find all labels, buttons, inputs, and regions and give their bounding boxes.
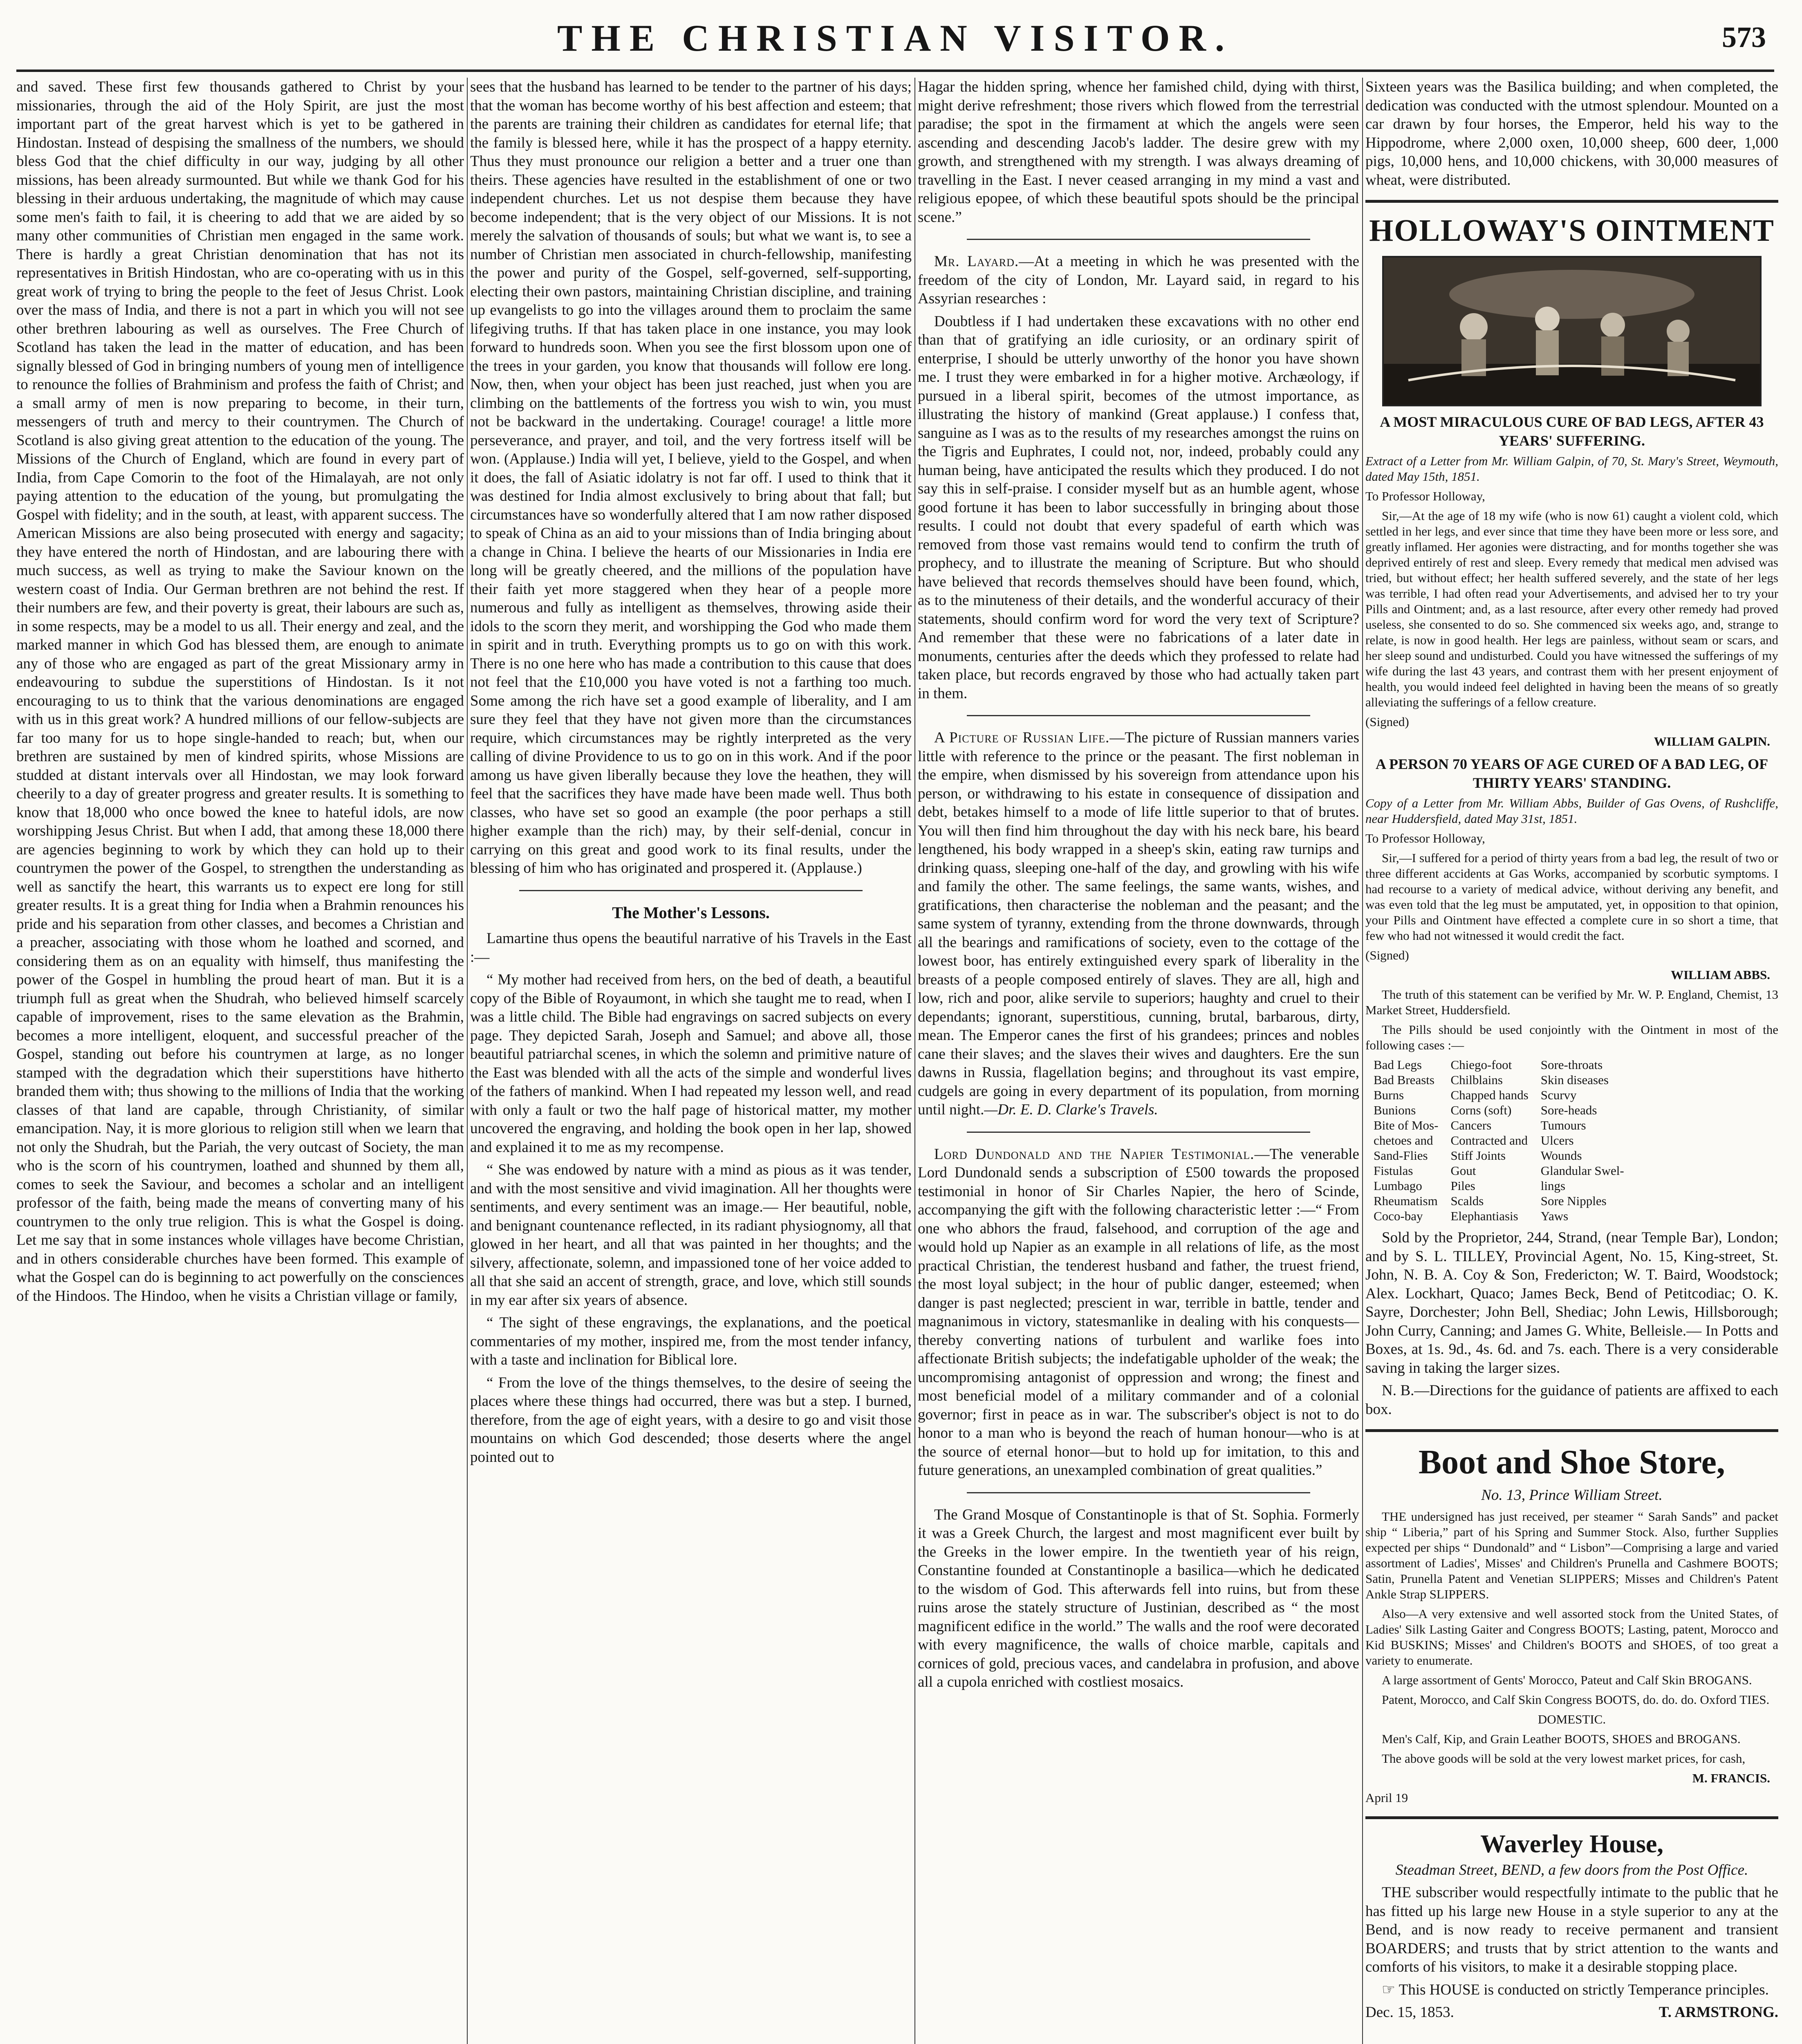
ailment-item: Sore-throats xyxy=(1540,1058,1603,1072)
ailment-item: Corns (soft) xyxy=(1450,1103,1512,1117)
boot-shoe-address: No. 13, Prince William Street. xyxy=(1481,1487,1663,1504)
holloway-headline-2: A PERSON 70 YEARS OF AGE CURED OF A BAD LEG, OF THIRTY YEARS' STANDING. xyxy=(1375,756,1768,791)
russian-life-credit: —Dr. E. D. Clarke's Travels. xyxy=(984,1101,1158,1118)
ailment-item: Tumours xyxy=(1540,1118,1586,1132)
waverley-paragraph-1: THE subscriber would respectfully intimate to the public that he has fitted up his large new House in a style superior to any at the Bend, and is now ready to receive permanent and transient BOARDERS; and trusts that by strict attention to the wants and comforts of his visitors, to make it a desirable stopping place. xyxy=(1365,1884,1778,1975)
holloway-signature-2: WILLIAM ABBS. xyxy=(1671,968,1770,982)
ailment-item: chetoes and xyxy=(1374,1133,1433,1148)
ailment-item: Chilblains xyxy=(1450,1073,1503,1087)
boot-shoe-advertisement xyxy=(1365,1443,1778,1806)
waverley-signature: T. ARMSTRONG. xyxy=(1659,2004,1778,2021)
holloway-advertisement xyxy=(1365,213,1778,1419)
mothers-lessons-paragraph-3: “ The sight of these engravings, the explanations, and the poetical commentaries of my mother, inspired me, from the most tender infancy, with a taste and inclination for Biblical lore. xyxy=(470,1314,912,1368)
waverley-date: Dec. 15, 1853. xyxy=(1365,2004,1454,2021)
holloway-extract-2: Copy of a Letter from Mr. William Abbs, Builder of Gas Ovens, of Rushcliffe, near Huddersfield, dated May 31st, 1851. xyxy=(1365,796,1778,826)
masthead xyxy=(16,8,1774,72)
ailment-item: Sore Nipples xyxy=(1540,1194,1607,1208)
ailment-item: Bunions xyxy=(1374,1103,1416,1117)
boot-shoe-paragraph-3: A large assortment of Gents' Morocco, Pateut and Calf Skin BROGANS. xyxy=(1382,1672,1752,1687)
holloway-signed-1: (Signed) xyxy=(1365,715,1409,729)
ailment-item: Yaws xyxy=(1540,1209,1569,1223)
article-separator xyxy=(519,890,863,891)
ailment-item: Scurvy xyxy=(1540,1088,1577,1102)
ailment-item: Skin diseases xyxy=(1540,1073,1609,1087)
column-rule-2 xyxy=(914,78,915,2044)
holloway-engraving-illustration xyxy=(1382,256,1762,406)
waverley-house-advertisement xyxy=(1365,1830,1778,2022)
boot-shoe-date: April 19 xyxy=(1365,1790,1408,1805)
column-1 xyxy=(16,78,464,2044)
ailment-item: Stiff Joints xyxy=(1450,1148,1506,1163)
mothers-lessons-paragraph-2: “ She was endowed by nature with a mind as pious as it was tender, and with the most sensitive and vivid imagination. All her thoughts were sentiments, and every sentiment was an image.— Her beautiful, noble, and benignant countenance reflected, in its radiant physiognomy, all that glowed in her heart, and all that was painted in her thoughts; and the silvery, affectionate, solemn, and impassioned tone of her voice added to all that she said an accent of strength, grace, and love, which still sounds in my ear after six years of absence. xyxy=(470,1161,912,1309)
column-3 xyxy=(918,78,1359,2044)
ailment-item: Piles xyxy=(1450,1179,1475,1193)
pointing-hand-icon: ☞ xyxy=(1382,1981,1399,1998)
layard-speech: Doubtless if I had undertaken these excavations with no other end than that of gratifying an idle curiosity, or an ordinary spirit of enterprise, I should be utterly unworthy of the honor you have shown me. I trust they were embarked in for a higher motive. Archæology, if pursued in a liberal spirit, becomes of the utmost importance, as illustrating the history of mankind (Great applause.) I confess that, sanguine as I was as to the results of my researches amongst the ruins on the Tigris and Euphrates, I could not, nor, indeed, probably could any human being, have anticipated the results which they produced. I do not say this in self-praise. I consider myself but as an humble agent, whose good fortune it has been to labor successfully in bringing about those results. I could not doubt that every spadeful of earth which was removed from those vast remains would tend to confirm the truth of prophecy, and to illustrate the meaning of Scripture. But who should have believed that records themselves should have been found, which, as to the minuteness of their details, and the wonderful accuracy of their statements, should confirm word for word the very text of Scripture? And remember that these were no fabrications of a later date in monuments, centuries after the deeds which they professed to relate had taken place, but records engraved by those who had actually taken part in them. xyxy=(918,313,1359,702)
ailment-item: Glandular Swel- xyxy=(1540,1163,1624,1178)
holloway-note: N. B.—Directions for the guidance of patients are affixed to each box. xyxy=(1365,1382,1778,1418)
holloway-signature-1: WILLIAM GALPIN. xyxy=(1654,734,1770,749)
russian-life-heading: A Picture of Russian Life. xyxy=(934,729,1110,746)
boot-shoe-title: Boot and Shoe Store, xyxy=(1419,1443,1725,1481)
grand-mosque-article: The Grand Mosque of Constantinople is that of St. Sophia. Formerly it was a Greek Church, the largest and most magnificent ever built by the Greeks in the lower empire. In the twentieth year of his reign, Constantine founded at Constantinople a basilica—which he dedicated to the wisdom of God. This afterwards fell into ruins, but from these ruins arose the stately structure of Justinian, described as “ the most magnificent edifice in the world.” The walls and the roof were decorated with every magnificence, the walls of choice marble, capitals and cornices of gold, precious vaces, and candelabra in profusion, and above all a cupola enriched with costliest mosaics. xyxy=(918,1506,1359,1690)
dundonald-article xyxy=(918,1145,1359,1480)
ailment-item: Rheumatism xyxy=(1374,1194,1438,1208)
mothers-lessons-paragraph-1: “ My mother had received from hers, on the bed of death, a beautiful copy of the Bible of Royaumont, in which she taught me to read, when I was a little child. The Bible had engravings on sacred subjects on every page. They depicted Sarah, Joseph and Samuel; and above all, those beautiful patriarchal scenes, in which the solemn and primitive nature of the East was blended with all the acts of the simple and wonderful lives of the fathers of mankind. When I had repeated my lesson well, and read with only a fault or two the half page of historical matter, my mother uncovered the engraving, and holding the book open in her lap, showed and explained it to me as my recompense. xyxy=(470,971,912,1156)
holloway-extract-1: Extract of a Letter from Mr. William Galpin, of 70, St. Mary's Street, Weymouth, dated May 15th, 1851. xyxy=(1365,454,1778,484)
ailments-column-2 xyxy=(1450,1057,1528,1224)
holloway-headline-1: A MOST MIRACULOUS CURE OF BAD LEGS, AFTER 43 YEARS' SUFFERING. xyxy=(1380,414,1764,449)
waverley-address: Steadman Street, BEND, a few doors from the Post Office. xyxy=(1395,1861,1748,1878)
article-separator xyxy=(967,1132,1310,1133)
page-number: 573 xyxy=(1722,21,1766,54)
mothers-lessons-conclusion: Hagar the hidden spring, whence her famished child, dying with thirst, might derive refreshment; those rivers which flowed from the terrestrial paradise; the spot in the firmament at which the angels were seen ascending and descending Jacob's ladder. The desire grew with my growth, and strengthened with my strength. I was always dreaming of travelling in the East. I never ceased arranging in my mind a vast and religious epopee, of which these beautiful spots should be the principal scene.” xyxy=(918,78,1359,226)
ailment-item: Lumbago xyxy=(1374,1179,1422,1193)
advertisement-rule xyxy=(1365,1429,1778,1432)
ailment-item: Sand-Flies xyxy=(1374,1148,1428,1163)
layard-intro: —At a meeting in which he was presented with the freedom of the city of London, Mr. Layard said, in regard to his Assyrian researches : xyxy=(918,253,1359,307)
ailment-item: Bad Legs xyxy=(1374,1058,1422,1072)
ailment-item: lings xyxy=(1540,1179,1566,1193)
holloway-signed-2: (Signed) xyxy=(1365,948,1409,962)
boot-shoe-paragraph-4: Patent, Morocco, and Calf Skin Congress BOOTS, do. do. do. Oxford TIES. xyxy=(1382,1692,1770,1707)
layard-heading: Mr. Layard. xyxy=(934,253,1019,270)
boot-shoe-paragraph-2: Also—A very extensive and well assorted stock from the United States, of Ladies' Silk Lasting Gaiter and Congress BOOTS; Lasting, patent, Morocco and Kid BUSKINS; Misses' and Children's BOOTS and SHOES, of too great a variety to enumerate. xyxy=(1365,1606,1778,1667)
ailment-item: Scalds xyxy=(1450,1194,1484,1208)
boot-shoe-signature: M. FRANCIS. xyxy=(1692,1771,1770,1785)
holloway-letter-2: Sir,—I suffered for a period of thirty years from a bad leg, the result of two or three different accidents at Gas Works, accompanied by scorbutic symptoms. I had recourse to a variety of medical advice, without deriving any benefit, and was even told that the leg must be amputated, yet, in opposition to that opinion, your Pills and Ointment have effected a complete cure in so short a time, that few who had not witnessed it would credit the fact. xyxy=(1365,851,1778,943)
column-rule-3 xyxy=(1362,78,1363,2044)
advertisement-rule xyxy=(1365,200,1778,203)
newspaper-title: THE CHRISTIAN VISITOR. xyxy=(557,17,1233,59)
ailment-item: Fistulas xyxy=(1374,1163,1413,1178)
column-2 xyxy=(470,78,912,2044)
holloway-sold-by: Sold by the Proprietor, 244, Strand, (near Temple Bar), London; and by S. L. TILLEY, Provincial Agent, No. 15, King-street, St. John, N. B. A. Coy & Son, Fredericton; W. T. Baird, Woodstock; Alex. Lockhart, Quaco; James Beck, Bend of Petitcodiac; O. K. Sayre, Dorchester; John Bell, Shediac; John Lewis, Hillsborough; John Curry, Canning; and James G. White, Belleisle.— In Potts and Boxes, at 1s. 9d., 4s. 6d. and 7s. each. There is a very considerable saving in taking the larger sizes. xyxy=(1365,1229,1778,1376)
ailment-item: Sore-heads xyxy=(1540,1103,1597,1117)
russian-life-text: —The picture of Russian manners varies little with reference to the prince or the peasant. The first nobleman in the empire, when dismissed by his sovereign from attendance upon his person, or withdrawing to his estate in consequence of dissipation and debt, betakes himself to a mode of life little superior to that of brutes. You will then find him throughout the day with his neck bare, his beard lengthened, his body wrapped in a sheep's skin, eating raw turnips and drinking quass, sleeping one-half of the day, and growling with his wife and family the other. The same feelings, the same wants, wishes, and gratifications, then characterise the nobleman and the peasant; and the same system of tyranny, extending from the throne downwards, through all the bearings and ramifications of society, even to the cottage of the lowest boor, has entirely extinguished every spark of liberality in the breasts of a people composed entirely of slaves. They are all, high and low, rich and poor, alike servile to superiors; haughty and cruel to their dependants; ignorant, superstitious, cunning, brutal, barbarous, dirty, mean. The Emperor canes the first of his grandees; princes and nobles cane their slaves; and the slaves their wives and daughters. Ere the sun dawns in Russia, flagellation begins; and throughout its vast empire, cudgels are going in every department of its population, from morning until night. xyxy=(918,729,1359,1118)
mothers-lessons-intro: Lamartine thus opens the beautiful narrative of his Travels in the East :— xyxy=(470,930,912,966)
article-separator xyxy=(967,239,1310,240)
holloway-verification: The truth of this statement can be verified by Mr. W. P. England, Chemist, 13 Market Street, Huddersfield. xyxy=(1365,987,1778,1017)
ailment-item: Cancers xyxy=(1450,1118,1492,1132)
waverley-footer xyxy=(1365,2003,1778,2022)
ailment-item: Gout xyxy=(1450,1163,1476,1178)
ailment-item: Wounds xyxy=(1540,1148,1582,1163)
mothers-lessons-paragraph-4: “ From the love of the things themselves, to the desire of seeing the places where these things had occurred, there was but a step. I burned, therefore, from the age of eight years, with a desire to go and visit those mountains on which God descended; those deserts where the angel pointed out to xyxy=(470,1374,912,1466)
boot-shoe-paragraph-5: Men's Calf, Kip, and Grain Leather BOOTS, SHOES and BROGANS. xyxy=(1382,1731,1741,1746)
dundonald-heading: Lord Dundonald and the Napier Testimonial. xyxy=(934,1145,1255,1163)
ailments-column-3 xyxy=(1541,1057,1624,1224)
layard-article xyxy=(918,252,1359,308)
boot-shoe-domestic: DOMESTIC. xyxy=(1538,1712,1606,1726)
missions-speech-conclusion: sees that the husband has learned to be tender to the partner of his days; that the woman has become worthy of his best affection and esteem; that the parents are training their children as candidates for eternal life; that the family is blessed here, while it has the prospect of a happy eternity. Thus they must pronounce our religion a better and a truer one than theirs. These agencies have resulted in the establishment of one or two independent churches. Let us not despise them because they have become independent; that is the very object of our Missions. It is not merely the salvation of thousands of souls; but what we want is, to see a number of Christian men associated in church-fellowship, manifesting the power and purity of the Gospel, self-governed, self-supporting, electing their own pastors, maintaining Christian discipline, and training up evangelists to go into the villages around them to proclaim the same lifegiving truths. If that has taken place in one instance, you may look forward to hundreds soon. When you see the first blossom upon one of the trees in your garden, you know that thousands will follow ere long. Now, then, when your object has been just reached, just when you are climbing on the battlements of the fortress you wish to win, you must not be backward in the undertaking. Courage! courage! a little more perseverance, and prayer, and toil, and the very fortress itself will be won. (Applause.) India will yet, I believe, yield to the Gospel, and when it does, the fall of Asiatic idolatry is not far off. I used to think that it was destined for India almost exclusively to bring about that fall; but circumstances have so wonderfully altered that I am now rather disposed to speak of China as an aid to your missions than of India bringing about a change in China. I believe the hearts of our Missionaries in India ere long will be greatly cheered, and the millions of the population have their faith yet more staggered when they hear of a people more numerous and fully as intelligent as themselves, throwing aside their idols to the scorn they merit, and worshipping the God who made them in spirit and in truth. Everything prompts us to go on with this work. There is no one here who has made a contribution to this cause that does not feel that the £10,000 you have voted is not a farthing too much. Some among the rich have set a good example of liberality, and I am sure they feel that they have not given more than the circumstances require, which circumstances may be rightly interpreted as the very calling of divine Providence to us to go on in this work. And if the poor among us have given liberally because they love the heathen, they will feel that the sacrifices they have made have been made well. Thus both classes, who have set so good an example (the poor perhaps a still higher example than the rich) may, by their self-denial, concur in carrying on this great and good work to its final results, under the blessing of him who has originated and prospered it. (Applause.) xyxy=(470,78,912,876)
ailment-item: Chapped hands xyxy=(1450,1088,1529,1102)
article-separator xyxy=(967,1492,1310,1493)
boot-shoe-paragraph-1: THE undersigned has just received, per steamer “ Sarah Sands” and packet ship “ Liberia,” part of his Spring and Summer Stock. Also, further Supplies expected per ships “ Dundonald” and “ Lisbon”—Comprising a large and varied assortment of Ladies', Misses' and Children's Prunella and Cashmere BOOTS; Satin, Prunella Patent and Venetian SLIPPERS; Misses and Children's Patent Ankle Strap SLIPPERS. xyxy=(1365,1509,1778,1601)
ailment-item: Contracted and xyxy=(1450,1133,1528,1148)
holloway-cases-intro: The Pills should be used conjointly with the Ointment in most of the following cases :— xyxy=(1365,1022,1778,1052)
boot-shoe-paragraph-6: The above goods will be sold at the very lowest market prices, for cash, xyxy=(1382,1751,1746,1766)
holloway-letter-1: Sir,—At the age of 18 my wife (who is now 61) caught a violent cold, which settled in her legs, and ever since that time they have been more or less sore, and greatly inflamed. Her agonies were distracting, and for months together she was deprived entirely of rest and sleep. Every remedy that medical men advised was tried, but without effect; her health suffered severely, and the state of her legs was terrible, I had often read your Advertisements, and advised her to try your Pills and Ointment; and, as a last resource, after every other remedy had proved useless, she consented to do so. She commenced six weeks ago, and, strange to relate, is now in good health. Her legs are painless, without seam or scars, and her sleep sound and undisturbed. Could you have witnessed the sufferings of my wife during the last 43 years, and contrast them with her present enjoyment of health, you would indeed feel delighted in having been the means of so greatly alleviating the sufferings of a fellow creature. xyxy=(1365,509,1778,709)
ailment-item: Elephantiasis xyxy=(1450,1209,1518,1223)
article-separator xyxy=(967,715,1310,716)
dundonald-text: —The venerable Lord Dundonald sends a subscription of £500 towards the proposed testimonial in honor of Sir Charles Napier, the hero of Scinde, accompanying the gift with the following characteristic letter :—“ From one who abhors the fraud, falsehood, and corruption of the age and would hold up Napier as an example in all relations of life, as the most practical Christian, the tenderest husband and father, the truest friend, the most loyal subject; in the hour of public danger, esteemed; when danger is past neglected; prescient in war, terrible in battle, tender and magnanimous in victory, statesmanlike in dealing with his conquests—thereby converting nations of turbulent and warlike foes into affectionate British subjects; the indefatigable upholder of the weak; the uncompromising antagonist of oppression and wrong; the finest and most beneficial model of a military commander and of a colonial governor; first in peace as in war. The subscriber's object is not to do honor to a man who is beyond the reach of human honour—who is at the source of eternal honor—but to hold up for imitation, to this and future generations, an unexampled combination of great qualities.” xyxy=(918,1145,1359,1479)
ailment-item: Chiego-foot xyxy=(1450,1058,1512,1072)
ailment-item: Bad Breasts xyxy=(1374,1073,1434,1087)
ailment-item: Coco-bay xyxy=(1374,1209,1423,1223)
waverley-paragraph-2: ☞ This HOUSE is conducted on strictly Temperance principles. xyxy=(1382,1981,1769,1998)
ailment-item: Ulcers xyxy=(1540,1133,1574,1148)
ailments-list xyxy=(1365,1057,1778,1224)
ailment-item: Bite of Mos- xyxy=(1374,1118,1439,1132)
ailment-item: Burns xyxy=(1374,1088,1404,1102)
missions-speech-continued: and saved. These first few thousands gathered to Christ by your missionaries, through the aid of the Holy Spirit, are just the most important part of the great harvest which is yet to be gathered in Hindostan. Instead of despising the smallness of the numbers, we should bless God that the chief difficulty in our way, judging by all other missions, has been already surmounted. But while we thank God for his blessing in their arduous undertaking, the magnitude of which may cause some men's faith to fail, it is cheering to add that we are aided by so many other communities of Christian men engaged in the same work. There is hardly a great Christian denomination that has not its representatives in British Hindostan, who are co-operating with us in this great work of trying to bring the people to the feet of Jesus Christ. Look over the mass of India, and there is not a part in which you will not see other brethren labouring as well as ourselves. The Free Church of Scotland has taken the lead in the matter of education, and has been signally blessed of God in bringing numbers of young men of intelligence to renounce the follies of Brahminism and profess the faith of Christ; and a small army of men is now preparing to become, in their turn, messengers of truth and mercy to their countrymen. The Church of Scotland is also giving great attention to the education of the young. The Missions of the Church of England, which are found in every part of India, from Cape Comorin to the foot of the Himalayah, are not only paying attention to the education of the young, but promulgating the Gospel with fidelity; and in the south, at least, with apparent success. The American Missions are also being prosecuted with energy and sagacity; they have entered the north of Hindostan, and are labouring there with much success, as well as trying to make the Saviour known on the western coast of India. Our German brethren are not behind the rest. If their numbers are few, and their poverty is great, their labours are such as, in some respects, may be a model to us all. Their energy and zeal, and the marked manner in which God has blessed them, are enough to animate any of those who are engaged as part of the great Missionary army in endeavouring to subdue the superstitions of Hindostan. Is it not encouraging to us to think that the various denominations are engaged with us in this great work? A hundred millions of our fellow-subjects are far too many for us to hope single-handed to reach; but, when our brethren are sustained by men of kindred spirits, whose Missions are studded at distant intervals over all Hindostan, we may look forward cheerily to a day of greater progress and greater results. It is something to know that 18,000 who once bowed the knee to hateful idols, are now worshipping Jesus Christ. But when I add, that among these 18,000 there are agencies beginning to work by which they can hold up to their countrymen the power of the Gospel, to strengthen the understanding as well as sanctify the heart, this warrants us to expect ere long for still greater results. It is a great thing for India when a Brahmin renounces his pride and his separation from other classes, and becomes a Christian and a preacher, associating with those whom he loathed and scorned, and considering them as on an equality with himself, thus manifesting the power of the Gospel in humbling the proud heart of man. But it is a triumph full as great when the Shudrah, who believed himself scarcely capable of improvement, rises to the same elevation as the Brahmin, becomes a more intelligent, eloquent, and successful preacher of the Gospel, standing out before his countrymen at large, as no longer stamped with the degradation which their superstitions have hitherto branded them with; thus showing to the millions of India that the working classes of that land are capable, through Christianity, of similar emancipation. Nay, it is more glorious to religion still when we learn that not only the Shudrah, but the Pariah, the very outcast of Society, the man who is the scorn of his countrymen, loathed and shunned by them all, comes to seek the Saviour, and becomes a scholar and an intelligent professor of the faith, being made the means of converting many of his countrymen to the only true religion. This is what the Gospel is doing. Let me say that in some instances whole villages have become Christian, and in others considerable churches have been formed. This example of what the Gospel can do is beginning to act powerfully on the consciences of the Hindoos. The Hindoo, when he visits a Christian village or family, xyxy=(16,78,464,1304)
mosque-article-conclusion: Sixteen years was the Basilica building; and when completed, the dedication was conducted with the utmost splendour. Mounted on a car drawn by four horses, the Emperor, held his way to the Hippodrome, where 2,000 oxen, 10,000 sheep, 600 deer, 1,000 pigs, 10,000 hens, and 10,000 chickens, with 30,000 measures of wheat, were distributed. xyxy=(1365,78,1778,188)
advertisement-rule xyxy=(1365,1816,1778,1819)
column-rule-1 xyxy=(467,78,468,2044)
holloway-salutation-1: To Professor Holloway, xyxy=(1365,489,1485,503)
column-4 xyxy=(1365,78,1778,2044)
mothers-lessons-heading: The Mother's Lessons. xyxy=(612,903,770,922)
ailments-column-1 xyxy=(1374,1057,1438,1224)
holloway-salutation-2: To Professor Holloway, xyxy=(1365,831,1485,845)
russian-life-article xyxy=(918,728,1359,1119)
holloway-title: HOLLOWAY'S OINTMENT xyxy=(1369,213,1775,248)
waverley-title: Waverley House, xyxy=(1480,1830,1663,1858)
